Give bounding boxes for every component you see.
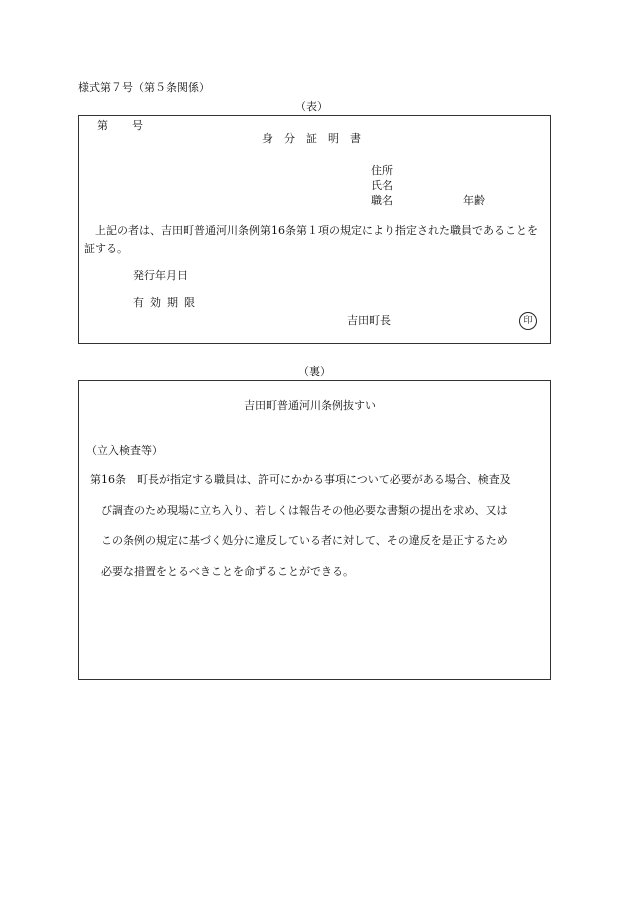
regulation-excerpt-title: 吉田町普通河川条例抜すい xyxy=(244,399,376,412)
issuer-name: 吉田町長 xyxy=(347,314,391,327)
form-label: 様式第７号（第５条関係） xyxy=(78,81,210,94)
article-text xyxy=(90,472,545,594)
issue-date-label: 発行年月日 xyxy=(133,269,188,282)
front-side-label: （表） xyxy=(295,100,328,113)
official-seal-icon: 印 xyxy=(519,312,537,330)
article-line: 必要な措置をとるべきことを命ずることができる。 xyxy=(101,564,354,578)
address-label: 住所 xyxy=(371,164,393,177)
age-label: 年齢 xyxy=(463,194,485,207)
article-line: 第16条 町長が指定する職員は、許可にかかる事項について必要がある場合、検査及 xyxy=(90,473,511,486)
job-title-label: 職名 xyxy=(371,194,393,207)
back-side-label: （裏） xyxy=(298,365,331,378)
certificate-number-prefix: 第 xyxy=(97,119,108,132)
article-line: この条例の規定に基づく処分に違反している者に対して、その違反を是正するため xyxy=(101,534,508,547)
name-label: 氏名 xyxy=(371,179,393,192)
section-heading: （立入検査等） xyxy=(86,444,163,457)
article-line: び調査のため現場に立ち入り、若しくは報告その他必要な書類の提出を求め、又は xyxy=(101,503,508,517)
certificate-number-suffix: 号 xyxy=(132,119,143,132)
validity-period-label: 有効期限 xyxy=(133,296,201,309)
certification-statement: 上記の者は、吉田町普通河川条例第16条第１項の規定により指定された職員であることを証する。 xyxy=(84,224,538,255)
certificate-title: 身分証明書 xyxy=(262,132,372,145)
